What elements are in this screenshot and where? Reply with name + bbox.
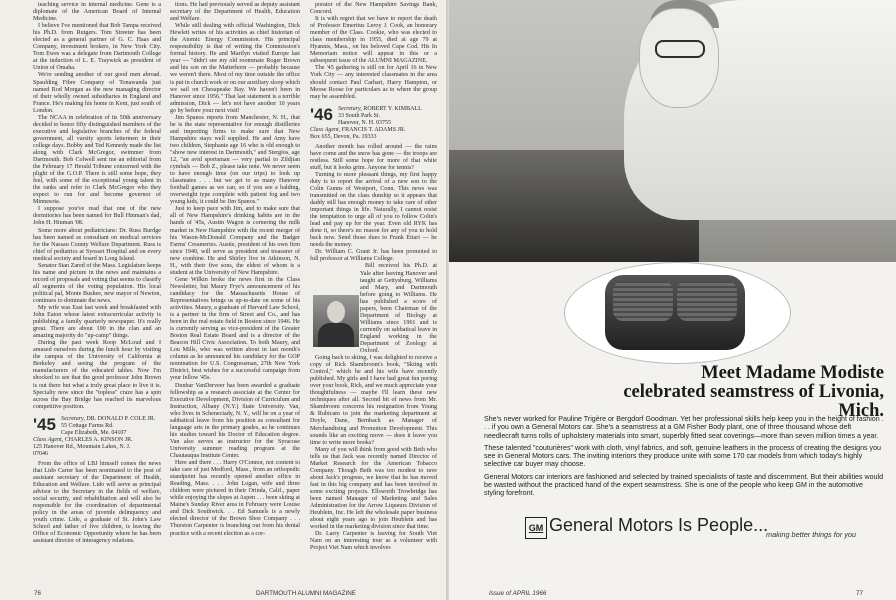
issue-date: Issue of APRIL 1966 [489,590,547,597]
column-3 [310,2,437,552]
paragraph: The NCAA in celebration of its 50th anniversary decided to honor fifty distinguished members of the executive and legislative branches of the federal government, all varsity sports lettermen in their college days. Bobby and Ted Kennedy made the list along with Clark McGregor, swimmer from Dartmouth. Bob Colwell sent me an editorial from the February 17 Herald Tribune concerned with the plight of the G.O.P. There is still some hope, they feel, with some of the exceptional young talent in the ranks and refer to Clark McGregor who they expect to run for and become governor of Minnesota. [33,114,161,206]
paragraph: These talented "couturières" work with cloth, vinyl fabrics, and soft, genuine leathers in the process of creating the designs you see in General Motors cars. The inviting interiors they produce unite with some 170 car models from which today's highly selective car buyer may choose. [484,443,881,469]
glasses-icon [655,40,705,58]
paragraph: My wife was East last week and breakfasted with John Eaton whose latest extracurricular activity is publishing a family quarterly newspaper. It's really great. There are about 100 in the clan and an amazing majority do "up-camp" things. [33,305,161,340]
car-seat-inset-photo [564,262,791,364]
paragraph: While still dealing with official Washington, Dick Hewlett writes of his activities as chief historian of the Atomic Energy Commission. His principal responsibility is that of writing the Commission's formal history. He and Marilyn visited Europe last year — "didn't see my old roommate Roger Brown and his son on the Matterhorn — probably because we weren't there. Most of my time outside the office is put in church work or on our auxiliary sloop which we sail on Chesapeake Bay. We haven't been in Hanover since 1956." That last statement is a terrible admission, Dick — let's not have another 10 years go by before your next visit! [170,23,300,114]
paragraph: Dr. Larry Carpenter is leaving for South Viet Nam on an interesting tour as a volunteer with Project Viet Nam which involves [310,531,437,552]
paragraph: It is with regret that we have to report the death of Professor Emeritus Leroy J. Cook, an honorary member of the Class. Cookie, who was elected to class membership in 1955, died at age 79 at Hyannis, Mass., on his beloved Cape Cod. His In Memoriam notice will appear in this or a subsequent issue of the ALUMNI MAGAZINE. [310,16,437,65]
paragraph: Dunbar VanDerveer has been awarded a graduate fellowship as a research associate at the Center for Executive Development, Division of Curriculum and Instruction, Albany (N.Y.) State University. Van, who lives in Schenectady, N. Y., will be on a year of sabbatical leave from his position as consultant for language arts in the primary grades, as he continues his studies toward his Doctor of Education degree. Van also serves as instructor for the Syracuse University summer reading program at the Chautauqua Institute Center. [170,382,300,459]
class-year: '45 [33,414,56,434]
class-year: '46 [310,104,333,124]
right-page [449,0,896,600]
paragraph: Just to keep pace with Jim, and to make sure that all of New Hampshire's drinking habits are in the hands of '45s, Austin Wagon is cornering the milk market in New Hampshire with the recent merger of his Wason-McDonald Company and the Badger Farms' Creameries. Austie, president of his own firm since 1949, will serve as president and treasurer of new combine. He and Shirley live in Atkinson, N. H., with their five sons, the eldest of whom is a student at the University of New Hampshire. [170,206,300,276]
column-1 [33,2,161,545]
paragraph: The '45 gathering is still on for April 16 in New York City — any interested classmates in the area should contact Paul Carhart, Harry Hampton, or Moose Roose for particulars as to where the group may be assembled. [310,65,437,100]
paragraph: Senator Stan Zared of the Mass. Legislature keeps his name and picture in the news and maintains a record of proposals and voting that seems to classify all segments of the voting population. His local political pal, Monte Bushee, new mayor of Newton, continues to dominate the news. [33,262,161,304]
paragraph: Some more about pediatricians: Dr. Russ Burdge has been named as consultant on medical services for the Nassau County Welfare Department. Russ is chief of pediatrics at Syosset Hospital and on every medical society and board in Long Island. [33,227,161,262]
paragraph: Here and there . . . Harry O'Connor, not content to take care of just Medford, Mass., from an orthopedic standpoint has recently opened another office in Reading, Mass. . . . John Logan, wife and three children were pictured in their Orinda, Calif., paper while enjoying the slopes at Aspen . . . been skiing at Maine's Sunday River area in February were Louise and Dick Southwick. . . Ed Samuels is a newly elected director of the Brown Shoe Company . . . Thurston Carpenter is branching out from his dental practice with a recent election as a cor- [170,460,300,537]
gm-tagline: General Motors Is People... [549,515,769,535]
gm-subtagline: making better things for you [766,530,857,539]
left-page [0,0,447,600]
paragraph: tions. He had previously served as deputy assistant secretary of the Department of Health, Education and Welfare. [170,2,300,23]
class-46-header: '46 Secretary, ROBERT Y. KIMBALL 33 South Park St. Hanover, N. H. 03755 Class Agent, FRANCIS T. ADAMS JR. Box 655, Devon, Pa. 19333 [310,104,422,140]
paragraph: Many of you will think from good with Beth who tells us that Jack was recently named Director of Market Research for the American Tobacco Company. Though Beth was too modest to rave about Jack's progress, we know that he has moved fast in this big company and has been involved in some exciting projects. Ellsworth Trowbridge has been named Manager of Marketing and Sales Administration for the Arrow Liqueurs Division of Heublein, Inc. He left the wholesale paper business about eight years ago to join Heublein and has worked in the marketing division since that time. [310,446,437,531]
paragraph: porator of the New Hampshire Savings Bank, Concord. [310,2,437,16]
paragraph: General Motors car interiors are fashioned and selected by trained specialists of taste and discernment. But their abilities would be wasted without the practiced hand of the expert seamstress. She is one of the people who keep GM in the automotive styling forefront. [484,472,884,498]
paragraph: I suppose you've read that one of the new dormitories has been named for Bull Hinman's dad, John H. Hinman '08. [33,206,161,227]
class-45-header: '45 Secretary, DR. DONALD P. COLE JR. 55 Cottage Farms Rd. Cape Elizabeth, Me. 04107 Class Agent, CHARLES A. KINSON JR. 125 Hanover Rd., Mountain Lakes, N. J. 07046 [33,414,156,457]
paragraph: Another month has rolled around — the rains have come and the snow has gone — the troops are restless. Still some hope for more of that white stuff, but it looks grim. Anyone for tennis? [310,143,437,171]
paragraph: From the office of LBJ himself comes the news that Lido Carter has been nominated to the post of assistant secretary of the Department of Health, Education and Welfare. Lido will serve as principal advisor to the Secretary in the fields of welfare, social security, and rehabilitation and will also be responsible for the coordination of departmental policy in the areas of juvenile delinquency and youth crime. Lide, a graduate of St. John's Law School and father of five children, is leaving the Office of Economic Opportunity where he has been assistant director of interagency relations. [33,460,161,545]
seamstress-photo [449,0,896,262]
paragraph: I believe I've mentioned that Bob Tampa received his Ph.D. from Rutgers. Tom Streeter has been elected as a general partner of G. C. Haas and Company, investment brokers, in New York City. Tom Ewes was a delegate from Dartmouth College at the induction of L. E. Traywick as president of Union of Omaha. [33,23,161,72]
seamstress-face [639,8,719,108]
paragraph: Going back to skiing, I was delighted to receive a copy of Rick Shambroom's book, "Skiing with Control," which he and his wife have recently published. My girls and I have had great fun poring over your book, Rick, and we much appreciate your thoughtfulness — maybe I'll learn these new techniques after all. Second bit of news from Mr. Shambroom concerns his resignation from Young & Rubicam to join the marketing department at Doyle, Dane, Bernbach as Manager of Merchandising and Promotion Development. This sounds like an exciting move — does it leave you time to write more books? [310,355,437,446]
paragraph: Gene Wilkin broke the news first in the Class Newsletter, but Maury Frye's announcement of his candidacy for the Massachusetts House of Representatives brings us up-to-date on some of his activities. Maury, a graduate of Harvard Law School, is a partner in the firm of Street and Co., and has been in the real estate field in Boston since 1946. He is currently serving as vice-president of the Greater Boston Real Estate Board and is a director of the Beacon Hill Civic Association. To both Maury, and Lou Mills, who was written about in last month's column as he announced his candidacy for the GOP nomination for U.S. Congressman, 27th New York District, best wishes for a successful campaign from your fellow '45s. [170,276,300,382]
magazine-name: DARTMOUTH ALUMNI MAGAZINE [256,590,356,597]
ad-body [484,415,884,502]
paragraph: We're sending another of our good men abroad. Spaulding Fibre Company of Tonawanda just named Rod Morgan as the new managing director of their wholly owned subsidiaries in England and France. He's making his home in Kent, just south of London. [33,72,161,114]
page-number: 76 [34,590,42,597]
paragraph: Jim Spanos reports from Manchester, N. H., that he is the state representative for enough distilleries and importing firms to make sure that New Hampshire stays well supplied. He and Amy have two children, Stephanie age 16 who is old enough to "show new interest in Dartmouth," and Stergios, age 12, "an avid sportsman — very partial to Zildjian cymbals — Bob Z., please take note. We never seem to have enough time (on our trips) to look up classmates . . . but we get to as many Hanover football games as we can, so if you see a balding, overweight type complete with patient fog and two young kids, it could be Jim Spanos." [170,114,300,206]
paragraph: She's never worked for Pauline Trigère or Bergdorf Goodman. Yet her professional skills help keep you in the height of fashion . . . if you own a General Motors car. She's a seamstress at a GM Fisher Body plant, one of three thousand whose deft needlecraft turns rolls of upholstery materials into smart, superbly fitted seat coverings—more than seven million times a year. [484,415,884,440]
paragraph: During the past week Roop McLoud and I amused ourselves during the lunch hour by visiting the campus of the University of California at Berkeley and seeing the program of the manufacturers of the educated tables. Now I'm shocked to see that the good professor John Brown is out there but what a truly great place to live it is. Specialty now since the "topless" craze has a spin across the Bay Bridge has reached its marvelous competitive position. [33,340,161,410]
paragraph: Turning to more pleasant things, my first happy duty is to report the arrival of a new son to the Colin Gunns of Westport, Conn. This news was transmitted on the class dunship so it appears that daddy still has enough money to take care of other important things in life. Naturally, I cannot resist the temptation to urge all of you to follow Colin's lead and pay up for the year. Even old RYK has done it, so there's no reason for any of you to hold back now. Send those dues to Frank Ettari — he needs the money. [310,171,437,249]
paragraph: Dr. William C. Grant Jr. has been promoted to full professor at Williams College. [310,249,437,263]
gm-logo-icon: GM [525,517,547,539]
page-number: 77 [856,590,864,597]
ad-headline: Meet Madame Modiste celebrated seamstress of Livonia, Mich. [623,363,884,421]
portrait-photo [313,295,359,347]
paragraph: Bill received his Ph.D. at Yale after leaving Hanover and taught at Gettysburg, Williams and Mary, and Dartmouth before going to Williams. He has published a score of papers, been Chairman of the Department of Biology at Williams since 1961 and is currently on sabbatical leave in England working in the Department of Zoology at Oxford. [360,263,437,355]
column-2 [170,2,300,538]
paragraph: teaching service in internal medicine. Gene is a diplomate of the American Board of Internal Medicine. [33,2,161,23]
